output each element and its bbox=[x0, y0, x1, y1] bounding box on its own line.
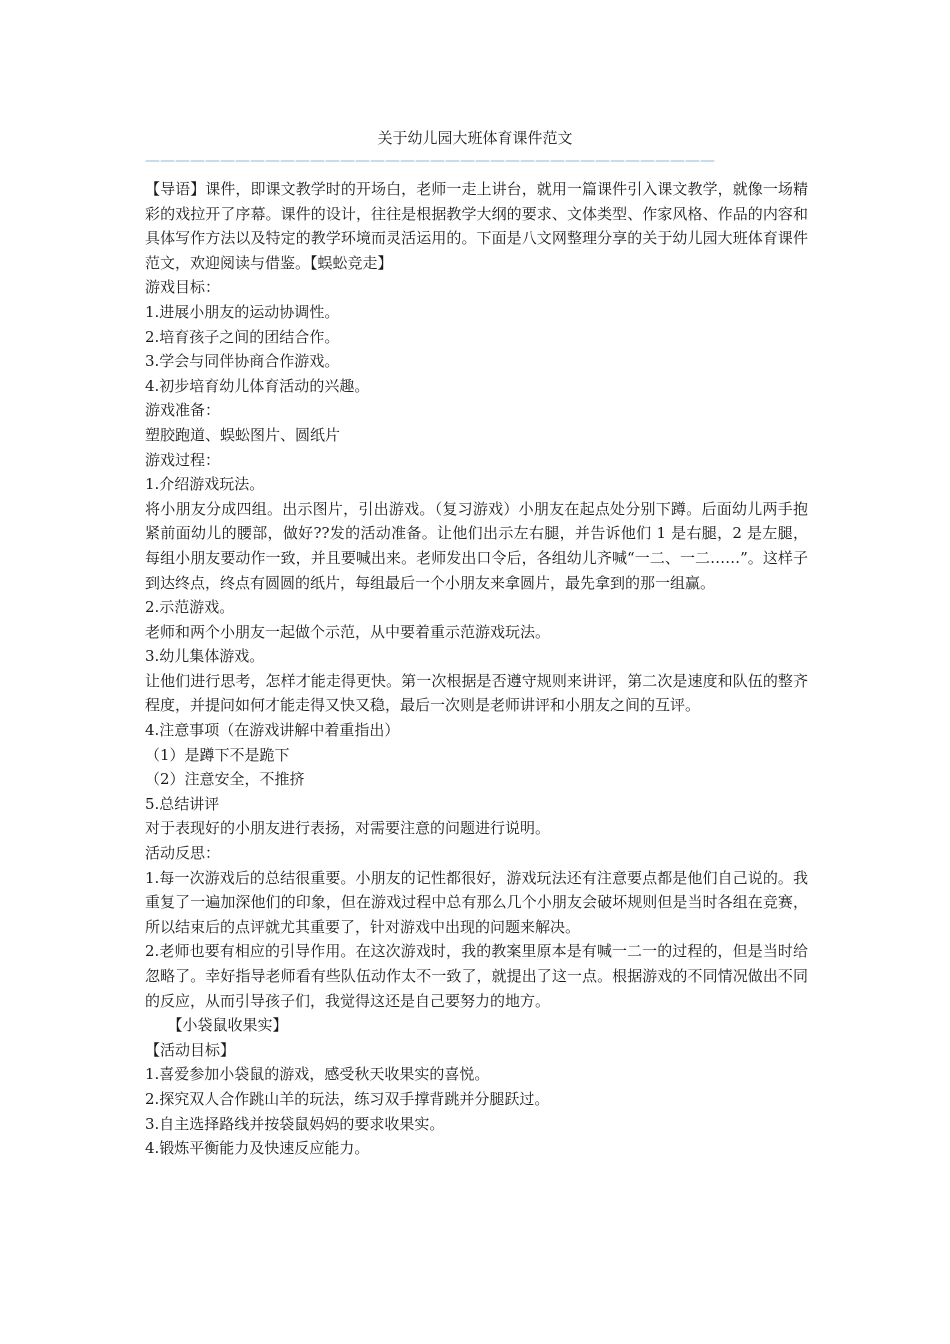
paragraph: 4.注意事项（在游戏讲解中着重指出） bbox=[145, 721, 400, 740]
paragraph: 1.进展小朋友的运动协调性。 bbox=[145, 302, 340, 321]
paragraph: 老师和两个小朋友一起做个示范，从中要着重示范游戏玩法。 bbox=[145, 622, 551, 641]
paragraph: 1.介绍游戏玩法。 bbox=[145, 475, 265, 494]
paragraph: 3.学会与同伴协商合作游戏。 bbox=[145, 352, 340, 371]
paragraph: 游戏准备： bbox=[145, 401, 221, 420]
paragraph: 2.示范游戏。 bbox=[145, 598, 235, 617]
paragraph: 让他们进行思考，怎样才能走得更快。第一次根据是否遵守规则来讲评，第二次是速度和队伍的整齐程度，并提问如何才能走得又快又稳，最后一次则是老师讲评和小朋友之间的互评。 bbox=[145, 671, 808, 715]
paragraph: （1）是蹲下不是跪下 bbox=[145, 745, 290, 764]
paragraph: 【活动目标】 bbox=[145, 1040, 236, 1059]
paragraph: 4.锻炼平衡能力及快速反应能力。 bbox=[145, 1139, 370, 1158]
paragraph: 3.自主选择路线并按袋鼠妈妈的要求收果实。 bbox=[145, 1114, 445, 1133]
document-title: 关于幼儿园大班体育课件范文 bbox=[377, 129, 573, 147]
paragraph: 2.老师也要有相应的引导作用。在这次游戏时，我的教案里原本是有喊一二一的过程的，但是当时给忽略了。幸好指导老师看有些队伍动作太不一致了，就提出了这一点。根据游戏的不同情况做出不同的反应，从而引导孩子们，我觉得这还是自己要努力的地方。 bbox=[145, 942, 808, 1010]
paragraph: 2.探究双人合作跳山羊的玩法，练习双手撑背跳并分腿跃过。 bbox=[145, 1089, 550, 1108]
paragraph: 将小朋友分成四组。出示图片，引出游戏。（复习游戏）小朋友在起点处分别下蹲。后面幼儿两手抱紧前面幼儿的腰部，做好??发的活动准备。让他们出示左右腿，并告诉他们 1 是右腿，2 是左腿，每组小朋友要动作一致，并且要喊出来。老师发出口令后，各组幼儿齐喊“一二、一二……”。这样子到达终点，终点有圆圆的纸片，每组最后一个小朋友来拿圆片，最先拿到的那一组赢。 bbox=[145, 499, 808, 592]
paragraph: 2.培育孩子之间的团结合作。 bbox=[145, 327, 340, 346]
paragraph: 活动反思： bbox=[145, 844, 221, 863]
title-divider: —————————————————————————————————————— bbox=[145, 151, 715, 169]
paragraph: 3.幼儿集体游戏。 bbox=[145, 647, 265, 666]
document-body bbox=[145, 177, 808, 1161]
paragraph: 4.初步培育幼儿体育活动的兴趣。 bbox=[145, 376, 370, 395]
paragraph: 【导语】课件，即课文教学时的开场白，老师一走上讲台，就用一篇课件引入课文教学，就像一场精彩的戏拉开了序幕。课件的设计，往往是根据教学大纲的要求、文体类型、作家风格、作品的内容和具体写作方法以及特定的教学环境而灵活运用的。下面是八文网整理分享的关于幼儿园大班体育课件范文，欢迎阅读与借鉴。【蜈蚣竞走】 bbox=[145, 180, 808, 272]
paragraph: 游戏目标： bbox=[145, 278, 221, 297]
paragraph: 1.每一次游戏后的总结很重要。小朋友的记性都很好，游戏玩法还有注意要点都是他们自己说的。我重复了一遍加深他们的印象，但在游戏过程中总有那么几个小朋友会破坏规则但是当时各组在竞赛，所以结束后的点评就尤其重要了，针对游戏中出现的问题来解决。 bbox=[145, 868, 808, 936]
paragraph: 对于表现好的小朋友进行表扬，对需要注意的问题进行说明。 bbox=[145, 819, 551, 838]
paragraph: 【小袋鼠收果实】 bbox=[145, 1016, 288, 1035]
paragraph: 1.喜爱参加小袋鼠的游戏，感受秋天收果实的喜悦。 bbox=[145, 1065, 490, 1084]
paragraph: 5.总结讲评 bbox=[145, 794, 220, 813]
paragraph: 塑胶跑道、蜈蚣图片、圆纸片 bbox=[145, 425, 341, 444]
paragraph: 游戏过程： bbox=[145, 450, 221, 469]
paragraph: （2）注意安全，不推挤 bbox=[145, 770, 305, 789]
